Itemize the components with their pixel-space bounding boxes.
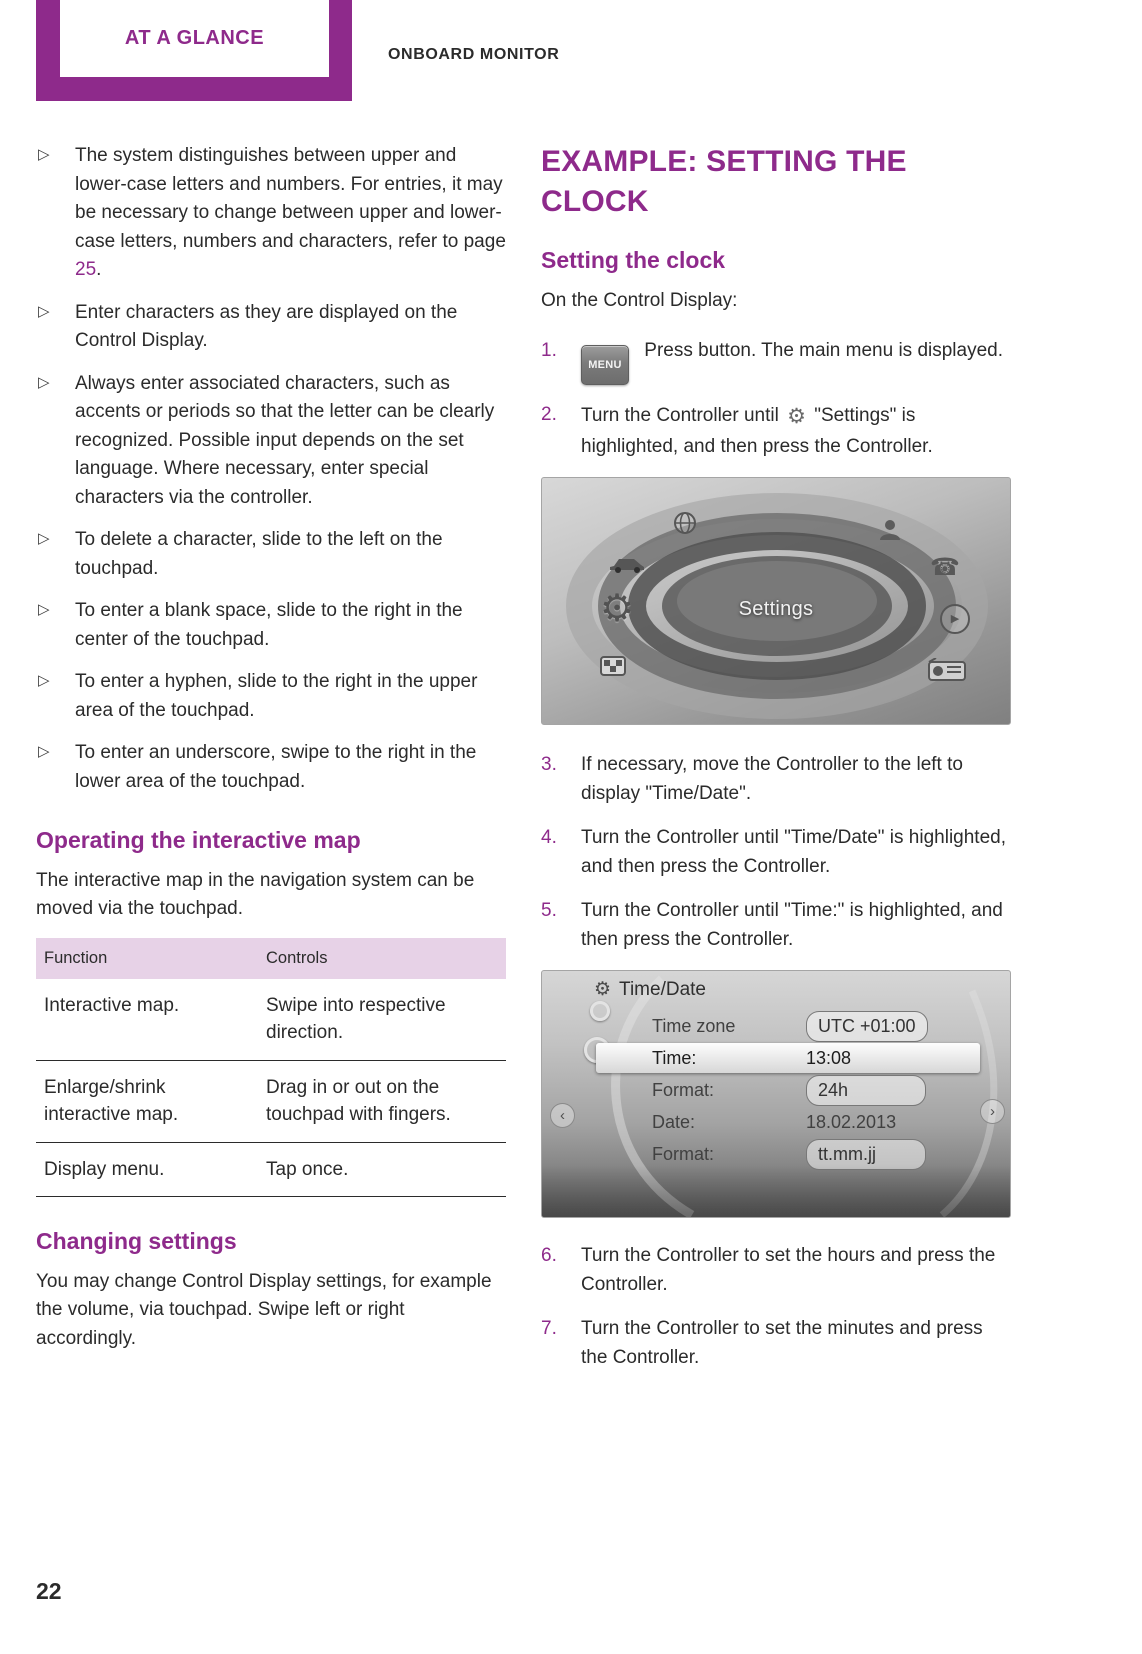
bullet-text: . bbox=[96, 259, 102, 280]
setting-label: Format: bbox=[652, 1143, 715, 1164]
chapter-tab-inner bbox=[60, 0, 329, 77]
step-number: 1. bbox=[541, 340, 557, 362]
heading-changing-settings: Changing settings bbox=[36, 1228, 237, 1255]
map-intro-text: The interactive map in the navigation system can be moved via the touchpad. bbox=[36, 869, 475, 920]
step-text: If necessary, move the Controller to the left to display "Time/Date". bbox=[581, 754, 963, 804]
bullet-text: To enter an underscore, swipe to the right in the lower area of the touchpad. bbox=[75, 742, 477, 792]
steps-1-2 bbox=[541, 337, 1011, 461]
table-header-row bbox=[36, 938, 506, 979]
step-item bbox=[541, 401, 1011, 461]
bullet-text: Enter characters as they are displayed on the Control Display. bbox=[75, 301, 458, 351]
triangle-bullet-icon: ▷ bbox=[38, 672, 50, 689]
table-cell: Tap once. bbox=[258, 1142, 506, 1197]
triangle-bullet-icon: ▷ bbox=[38, 743, 50, 760]
step-number: 3. bbox=[541, 754, 557, 776]
setting-row-timezone bbox=[596, 1011, 980, 1041]
menu-button bbox=[581, 345, 629, 385]
step-item bbox=[541, 897, 1011, 954]
setting-value: 18.02.2013 bbox=[806, 1111, 897, 1132]
setting-label: Format: bbox=[652, 1079, 715, 1100]
list-item bbox=[36, 668, 506, 725]
steps-6-7 bbox=[541, 1242, 1011, 1372]
radio-icon bbox=[928, 658, 966, 692]
table-header-function: Function bbox=[36, 938, 258, 979]
heading-setting-the-clock: Setting the clock bbox=[541, 246, 726, 273]
user-icon bbox=[878, 518, 902, 552]
step-text: Turn the Controller until "Time:" is highlighted, and then press the Controller. bbox=[581, 900, 1003, 950]
table-header-controls: Controls bbox=[258, 938, 506, 979]
step-text: Turn the Controller to set the minutes and press the Controller. bbox=[581, 1318, 983, 1368]
bullet-text: Always enter associated characters, such as accents or periods so that the letter can be clearly recognized. Possible input depends on the set language. Where necessary, enter special characters via the controller. bbox=[75, 372, 495, 508]
triangle-bullet-icon: ▷ bbox=[38, 530, 50, 547]
right-arrow-glyph: › bbox=[990, 1102, 995, 1120]
table-row bbox=[36, 1142, 506, 1197]
setting-value: tt.mm.jj bbox=[806, 1139, 926, 1170]
table-cell: Display menu. bbox=[36, 1142, 258, 1197]
table-cell: Drag in or out on the touchpad with fingers. bbox=[258, 1060, 506, 1142]
settings-menu-screenshot bbox=[541, 477, 1011, 725]
list-item bbox=[36, 526, 506, 583]
step-number: 7. bbox=[541, 1318, 557, 1340]
step-item bbox=[541, 1242, 1011, 1299]
heading-operating-interactive-map: Operating the interactive map bbox=[36, 827, 361, 853]
step-text: "Settings" is highlighted, and then press the Controller. bbox=[581, 405, 933, 457]
phone-icon: ☎ bbox=[930, 554, 960, 582]
page-number: 22 bbox=[36, 1578, 62, 1604]
timedate-screenshot bbox=[541, 970, 1011, 1218]
setting-row-time-highlighted bbox=[596, 1043, 980, 1073]
bullet-list bbox=[36, 142, 506, 796]
chapter-tab-label: AT A GLANCE bbox=[124, 27, 265, 49]
table-cell: Interactive map. bbox=[36, 979, 258, 1061]
timedate-header bbox=[594, 976, 706, 1005]
bullet-text: To enter a hyphen, slide to the right in the upper area of the touchpad. bbox=[75, 671, 478, 721]
bullet-text: The system distinguishes between upper and lower-case letters and numbers. For entries, it may be necessary to change between upper and lower-case letters, numbers and characters, refer to page bbox=[75, 145, 506, 252]
step-number: 4. bbox=[541, 827, 557, 849]
page-content bbox=[36, 142, 1106, 1388]
left-column bbox=[36, 142, 506, 1367]
list-item bbox=[36, 370, 506, 513]
list-item bbox=[36, 597, 506, 654]
chapter-tab bbox=[36, 0, 352, 101]
bullet-text: To delete a character, slide to the left on the touchpad. bbox=[75, 529, 443, 579]
page-title: EXAMPLE: SETTING THE CLOCK bbox=[541, 145, 907, 218]
function-controls-table bbox=[36, 938, 506, 1197]
car-icon bbox=[608, 554, 646, 583]
left-arrow-glyph: ‹ bbox=[560, 1106, 565, 1124]
bullet-text: To enter a blank space, slide to the right in the center of the touchpad. bbox=[75, 600, 463, 650]
right-column bbox=[541, 142, 1011, 1388]
triangle-bullet-icon: ▷ bbox=[38, 146, 50, 163]
triangle-bullet-icon: ▷ bbox=[38, 601, 50, 618]
triangle-bullet-icon: ▷ bbox=[38, 302, 50, 320]
gear-icon: ⚙ bbox=[787, 405, 806, 429]
table-cell: Enlarge/shrink interactive map. bbox=[36, 1060, 258, 1142]
gear-icon: ⚙ bbox=[594, 979, 612, 1001]
step-item bbox=[541, 337, 1011, 385]
step-item bbox=[541, 1315, 1011, 1372]
step-text: Turn the Controller until "Time/Date" is highlighted, and then press the Controller. bbox=[581, 827, 1006, 877]
table-row bbox=[36, 979, 506, 1061]
step-text: Turn the Controller until bbox=[581, 405, 779, 427]
timedate-title: Time/Date bbox=[619, 979, 706, 1001]
navigation-flag-icon bbox=[600, 656, 626, 688]
screen-shading bbox=[542, 1165, 1010, 1217]
play-glyph: ▶ bbox=[950, 613, 960, 626]
section-title: ONBOARD MONITOR bbox=[388, 46, 560, 63]
steps-3-5 bbox=[541, 751, 1011, 954]
list-item bbox=[36, 142, 506, 285]
intro-text: On the Control Display: bbox=[541, 289, 738, 311]
gear-icon: ⚙ bbox=[600, 588, 635, 631]
settings-menu-label: Settings bbox=[738, 598, 814, 621]
setting-value: UTC +01:00 bbox=[806, 1011, 928, 1042]
setting-row-time-format bbox=[596, 1075, 980, 1105]
step-item bbox=[541, 751, 1011, 808]
list-item bbox=[36, 299, 506, 356]
step-number: 6. bbox=[541, 1245, 557, 1267]
setting-row-date bbox=[596, 1107, 980, 1137]
setting-value: 13:08 bbox=[806, 1047, 852, 1068]
setting-label: Date: bbox=[652, 1111, 696, 1132]
step-number: 2. bbox=[541, 404, 557, 426]
setting-label: Time zone bbox=[652, 1015, 736, 1036]
menu-button-label: MENU bbox=[588, 359, 622, 372]
changing-settings-text: You may change Control Display settings, for example the volume, via touchpad. Swipe left or right accordingly. bbox=[36, 1270, 492, 1349]
globe-icon bbox=[672, 510, 698, 546]
page-25-link[interactable]: 25 bbox=[75, 259, 97, 280]
step-text: Press button. The main menu is displayed. bbox=[644, 340, 1004, 362]
step-text: Turn the Controller to set the hours and press the Controller. bbox=[581, 1245, 996, 1295]
step-number: 5. bbox=[541, 900, 557, 922]
triangle-bullet-icon: ▷ bbox=[38, 373, 50, 391]
list-item bbox=[36, 739, 506, 796]
table-cell: Swipe into respective direction. bbox=[258, 979, 506, 1061]
step-item bbox=[541, 824, 1011, 881]
setting-label: Time: bbox=[652, 1047, 697, 1068]
table-row bbox=[36, 1060, 506, 1142]
setting-value: 24h bbox=[806, 1075, 926, 1106]
